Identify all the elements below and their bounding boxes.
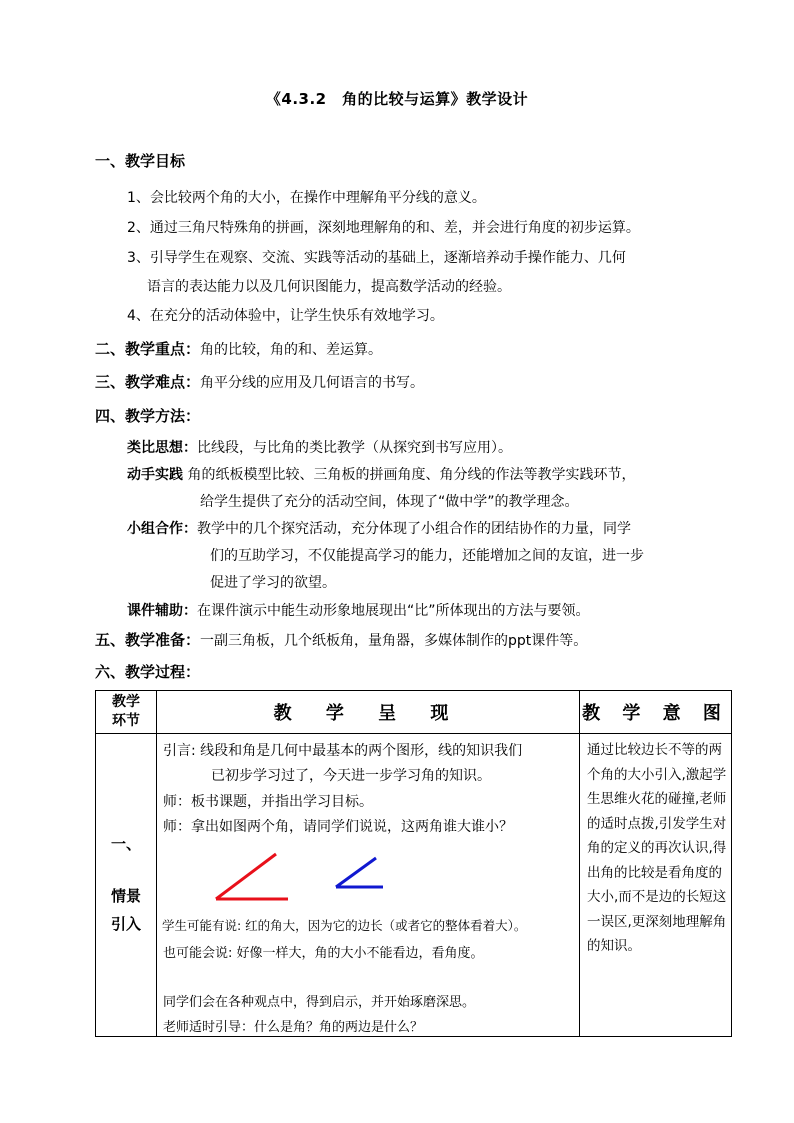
method-practice [127, 464, 635, 484]
method-group [127, 518, 631, 538]
content-cell [157, 734, 580, 1037]
stage-number: 一、 [110, 834, 141, 853]
method-group-continued: 们的互助学习，不仅能提高学习的能力，还能增加之间的友谊，进一步 [210, 548, 644, 564]
method-group-continued: 促进了学习的欲望。 [210, 575, 336, 591]
header-stage-line: 环节 [112, 713, 140, 729]
header-stage [96, 691, 157, 734]
goal-item: 2、通过三角尺特殊角的拼画，深刻地理解角的和、差，并会进行角度的初步运算。 [127, 220, 640, 236]
key-points [95, 338, 382, 359]
content-line: 老师适时引导：什么是角？角的两边是什么？ [163, 1020, 424, 1035]
method-analogy-text: 比线段，与比角的类比教学（从探究到书写应用）。 [197, 440, 512, 456]
method-analogy [127, 437, 512, 457]
key-points-text: 角的比较，角的和、差运算。 [200, 342, 383, 358]
content-line: 师：板书课题，并指出学习目标。 [163, 794, 373, 810]
preparation [95, 629, 587, 650]
method-practice-label: 动手实践 [127, 467, 183, 483]
goal-item: 3、引导学生在观察、交流、实践等活动的基础上，逐渐培养动手操作能力、几何 [127, 250, 626, 266]
difficult-points-text: 角平分线的应用及几何语言的书写。 [200, 375, 425, 391]
key-points-label: 二、教学重点： [95, 340, 201, 358]
blue-angle-side [336, 858, 376, 887]
intent-cell: 通过比较边长不等的两个角的大小引入,激起学生思维火花的碰撞,老师的适时点拨,引发学生对角的定义的再次认识,得出角的比较是看角度的大小,而不是边的长短这一误区,更深刻地理解角的知识。 [580, 734, 732, 1037]
content-line: 已初步学习过了，今天进一步学习角的知识。 [211, 768, 491, 784]
header-content: 教 学 呈 现 [157, 691, 580, 734]
teaching-process-table [95, 690, 732, 1037]
table-row [96, 734, 732, 1037]
method-group-label: 小组合作： [127, 521, 197, 537]
difficult-points-label: 三、教学难点： [95, 373, 201, 391]
stage-name-line: 引入 [110, 914, 141, 933]
angles-figure [157, 844, 580, 909]
difficult-points [95, 371, 424, 392]
method-courseware-text: 在课件演示中能生动形象地展现出“比”所体现出的方法与要领。 [197, 603, 590, 619]
content-line: 引言: 线段和角是几何中最基本的两个图形，线的知识我们 [163, 743, 523, 759]
content-line: 师：拿出如图两个角，请同学们说说，这两角谁大谁小？ [163, 819, 513, 835]
red-angle-side [216, 854, 276, 899]
content-line: 也可能会说: 好像一样大，角的大小不能看边，看角度。 [163, 946, 484, 961]
stage-cell [96, 734, 157, 1037]
stage-name-line: 情景 [110, 886, 141, 905]
preparation-label: 五、教学准备： [95, 631, 201, 649]
content-line: 同学们会在各种观点中，得到启示，并开始琢磨深思。 [163, 995, 476, 1010]
table-header-row [96, 691, 732, 734]
goal-item: 1、会比较两个角的大小，在操作中理解角平分线的意义。 [127, 190, 486, 206]
header-intent: 教 学 意 图 [580, 691, 732, 734]
method-courseware [127, 600, 590, 620]
process-heading: 六、教学过程： [95, 663, 201, 681]
method-group-text: 教学中的几个探究活动，充分体现了小组合作的团结协作的力量，同学 [197, 521, 631, 537]
goals-heading: 一、教学目标 [95, 152, 186, 170]
preparation-text: 一副三角板，几个纸板角，量角器，多媒体制作的ppt课件等。 [200, 633, 588, 649]
document-title: 《4.3.2 角的比较与运算》教学设计 [265, 90, 529, 108]
header-stage-line: 教学 [112, 694, 140, 710]
method-practice-continued: 给学生提供了充分的活动空间，体现了“做中学”的教学理念。 [200, 494, 579, 510]
method-analogy-label: 类比思想： [127, 440, 197, 456]
content-line: 学生可能有说: 红的角大，因为它的边长（或者它的整体看着大）。 [162, 918, 527, 933]
methods-heading: 四、教学方法： [95, 407, 201, 425]
method-practice-text: 角的纸板模型比较、三角板的拼画角度、角分线的作法等教学实践环节， [187, 467, 636, 483]
goal-item: 4、在充分的活动体验中，让学生快乐有效地学习。 [127, 308, 444, 324]
goal-item-continued: 语言的表达能力以及几何识图能力，提高数学活动的经验。 [147, 279, 511, 295]
method-courseware-label: 课件辅助： [127, 603, 197, 619]
